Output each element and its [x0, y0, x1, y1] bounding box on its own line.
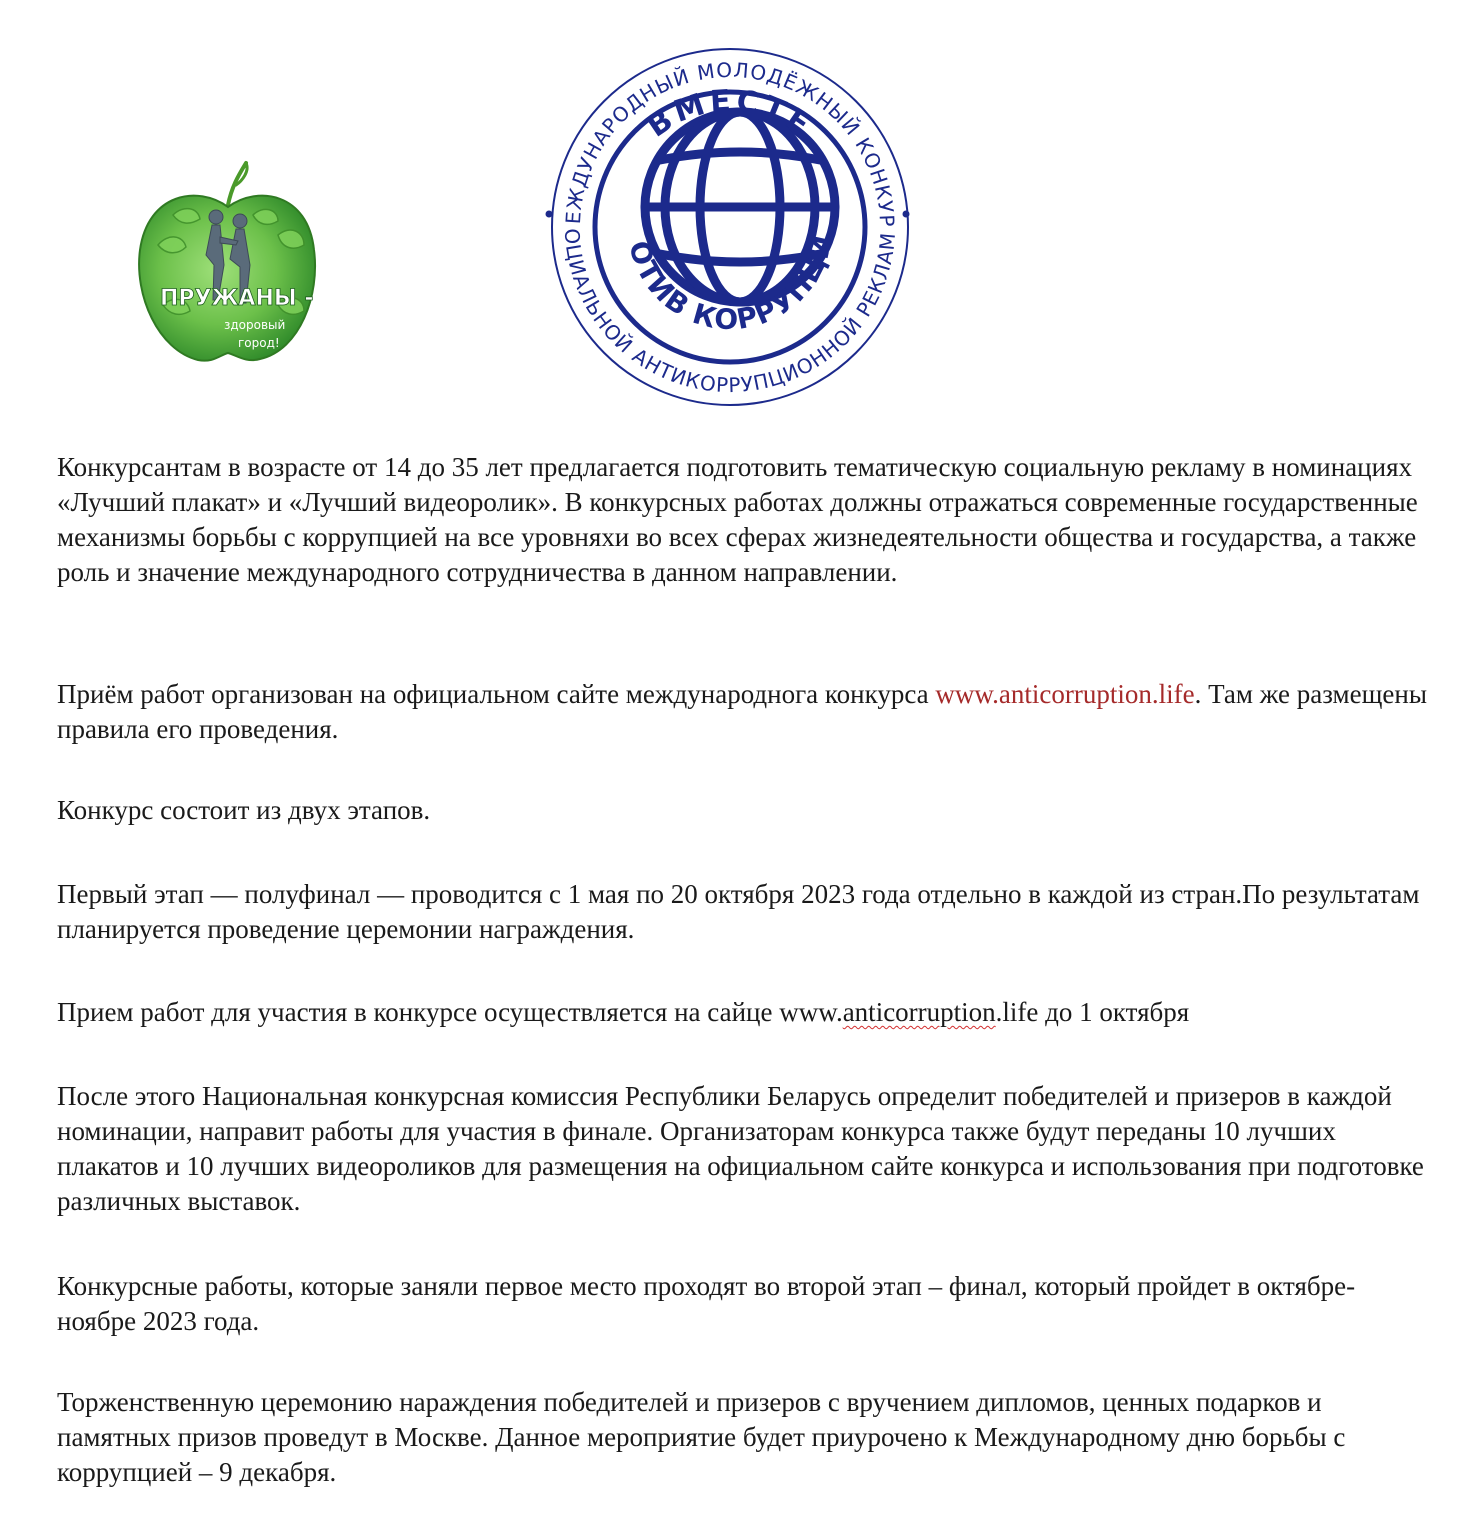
contest-seal-icon — [535, 32, 925, 422]
paragraph-stages: Конкурс состоит из двух этапов. — [57, 795, 431, 825]
contest-website-link[interactable]: www.anticorruption.life — [935, 679, 1195, 709]
apple-logo-slogan-2: город! — [238, 336, 280, 350]
paragraph-final-stage: Конкурсные работы, которые заняли первое место проходят во второй этап – финал, который пройдет в октябре-ноябре 2023 года. — [57, 1271, 1356, 1336]
seal-inner-top-text: ВМЕСТЕ — [640, 83, 820, 145]
seal-top-arc-text: ЕЖДУНАРОДНЫЙ МОЛОДЁЖНЫЙ КОНКУР — [560, 57, 900, 229]
paragraph-intro: Конкурсантам в возрасте от 14 до 35 лет предлагается подготовить тематическую социальную рекламу в номинациях «Лучший плакат» и «Лучший видеоролик». В конкурсных работах должны отражаться современные государственные механизмы борьбы с коррупцией на все уровняхи во всех сферах жизнедеятельности общества и государства, а также роль и значение международного сотрудничества в данном направлении. — [57, 452, 1418, 587]
paragraph-ceremony: Торженственную церемонию нараждения победителей и призеров с вручением дипломов, ценных подарков и памятных призов проведут в Москве. Данное мероприятие будет приурочено к Международному дню борьбы с коррупцией – 9 декабря. — [57, 1387, 1346, 1487]
pruzhany-apple-icon — [128, 155, 328, 375]
acceptance-text-before: Приём работ организован на официальном сайте международнога конкурса — [57, 679, 936, 709]
paragraph-acceptance — [57, 677, 1427, 747]
reception-underlined-word: anticorruption — [842, 997, 996, 1027]
apple-logo-slogan-1: здоровый — [224, 318, 286, 332]
seal-bottom-arc-text: ОЦИАЛЬНОЙ АНТИКОРРУПЦИОННОЙ РЕКЛАМ — [559, 227, 901, 398]
paragraph-after-stage: После этого Национальная конкурсная комиссия Республики Беларусь определит победителей и призеров в каждой номинации, направит работы для участия в финале. Организаторам конкурса также будут переданы 10 лучших плакатов и 10 лучших видеороликов для размещения на официальном сайте конкурса и использования при подготовке различных выставок. — [57, 1081, 1424, 1216]
acceptance-text-after: . Там же размещены правила его проведения. — [57, 679, 1427, 744]
apple-logo-name: ПРУЖАНЫ - — [160, 286, 314, 311]
paragraph-first-stage: Первый этап — полуфинал — проводится с 1 мая по 20 октября 2023 года отдельно в каждой из стран.По результатам планируется проведение церемонии награждения. — [57, 879, 1420, 944]
pruzhany-logo — [128, 155, 328, 375]
contest-seal-logo — [535, 32, 925, 422]
reception-text-after: .life до 1 октября — [995, 997, 1190, 1027]
paragraph-reception — [57, 995, 1427, 1030]
reception-text-before: Прием работ для участия в конкурсе осуществляется на сайце www. — [57, 997, 843, 1027]
seal-inner-bottom-text: ОТИВ КОРРУПЦИ — [622, 231, 840, 337]
